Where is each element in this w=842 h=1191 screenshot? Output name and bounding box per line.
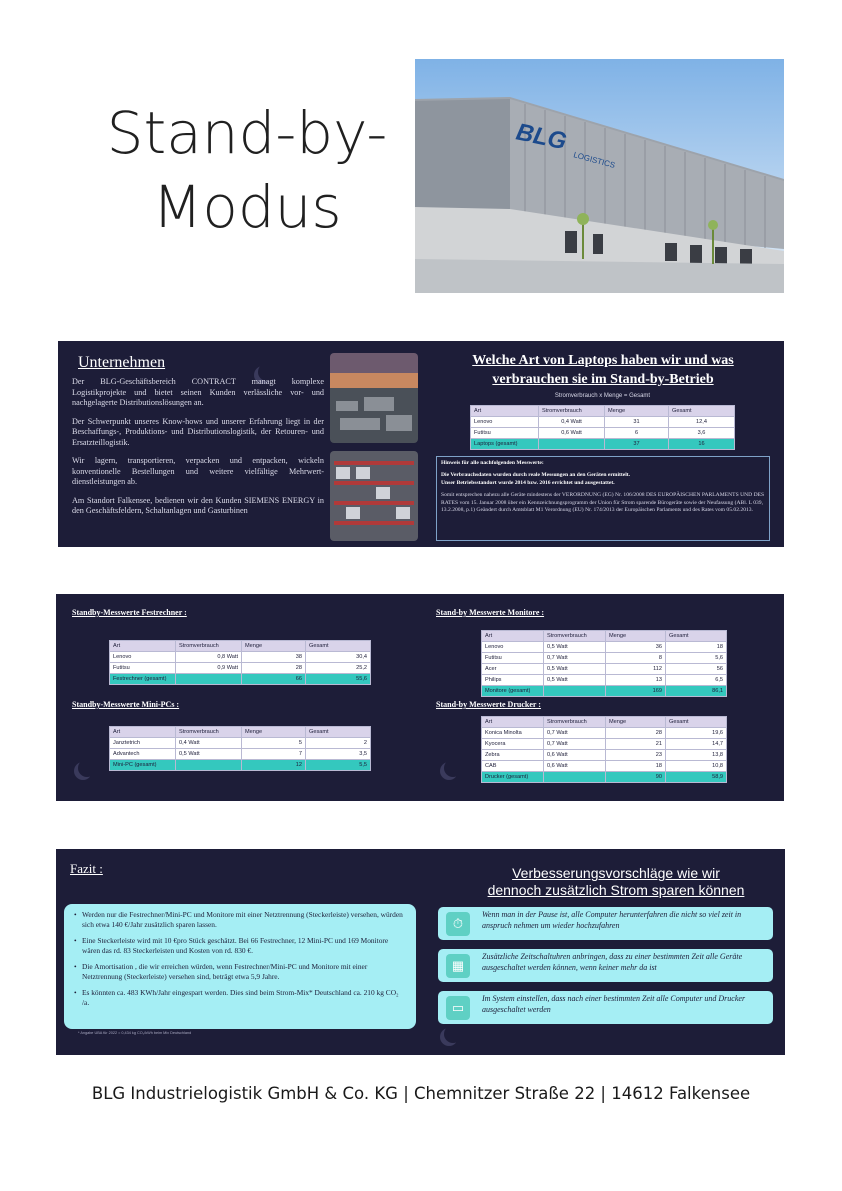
measurements-panel xyxy=(56,594,784,801)
laptops-heading-line-2: verbrauchen sie im Stand-by-Betrieb xyxy=(492,372,714,387)
table-row xyxy=(482,642,727,653)
cell-gesamt: 2 xyxy=(306,738,371,749)
warehouse-photo xyxy=(415,59,784,293)
cell-art: Advantech xyxy=(110,749,176,760)
cell-strom: 0,8 Watt xyxy=(176,652,242,663)
formula-text: Stromverbrauch x Menge = Gesamt xyxy=(554,393,651,399)
cell-strom: 0,4 Watt xyxy=(176,738,242,749)
verbesserung-heading xyxy=(466,865,766,899)
logistics-logo-text: LOGISTICS xyxy=(572,150,617,170)
cell-menge: 23 xyxy=(606,750,666,761)
cell-strom: 0,5 Watt xyxy=(176,749,242,760)
monitore-table xyxy=(481,630,727,697)
suggestion-item xyxy=(438,949,773,982)
hinweis-heading: Hinweis für alle nachfolgenden Messwerte: xyxy=(441,460,544,466)
cell-menge: 37 xyxy=(605,439,669,450)
cell-gesamt: 14,7 xyxy=(666,739,727,750)
drucker-table xyxy=(481,716,727,783)
cell-art: Konica Minolta xyxy=(482,728,544,739)
cell-art: Philips xyxy=(482,675,544,686)
monitore-heading: Stand-by Messwerte Monitore : xyxy=(436,608,545,617)
cell-gesamt: 86,1 xyxy=(666,686,727,697)
laptops-heading-line-1: Welche Art von Laptops haben wir und was xyxy=(472,353,734,368)
cell-menge: 21 xyxy=(606,739,666,750)
suggestion-item xyxy=(438,991,773,1024)
cell-gesamt: 25,2 xyxy=(306,663,371,674)
hinweis-box xyxy=(436,456,770,541)
company-panel xyxy=(58,341,784,547)
cell-gesamt: 5,5 xyxy=(306,760,371,771)
hinweis-measurement-text xyxy=(441,472,765,487)
laptops-heading xyxy=(438,351,768,389)
cell-menge: 66 xyxy=(242,674,306,685)
cell-strom: 0,5 Watt xyxy=(544,664,606,675)
festrechner-heading: Standby-Messwerte Festrechner : xyxy=(72,608,187,617)
minipcs-table xyxy=(109,726,371,771)
table-row xyxy=(110,652,371,663)
column-header: Menge xyxy=(242,727,306,738)
column-header: Gesamt xyxy=(306,727,371,738)
unternehmen-paragraph: Wir lagern, transportieren, verpacken und entpacken, wickeln konventionelle Bestellungen und weitere vielfältige Mehrwert-dienstleistungen ab. xyxy=(72,456,324,486)
cell-gesamt: 18 xyxy=(666,642,727,653)
cell-gesamt: 30,4 xyxy=(306,652,371,663)
column-header: Art xyxy=(471,406,539,417)
cell-menge: 13 xyxy=(606,675,666,686)
festrechner-table xyxy=(109,640,371,685)
drucker-heading: Stand-by Messwerte Drucker : xyxy=(436,700,541,709)
suggestion-text: Wenn man in der Pause ist, alle Computer herunterfahren die nicht so viel zeit in anspruch nehmen um wieder hochzufahren xyxy=(482,910,742,930)
cell-menge: 90 xyxy=(606,772,666,783)
cell-art: Futitsu xyxy=(110,663,176,674)
table-row xyxy=(471,417,735,428)
suggestion-item xyxy=(438,907,773,940)
unternehmen-paragraph: Der Schwerpunkt unseres Know-hows und unserer Erfahrung liegt in der Beschaffungs-, Produktions- und Distributionslogistik, der Retouren- und Ersatzteillogistik. xyxy=(72,416,324,447)
cell-art: Festrechner (gesamt) xyxy=(110,674,176,685)
moon-decoration-icon xyxy=(78,759,96,777)
suggestion-text: Zusätzliche Zeitschaltuhren anbringen, dass zu einer bestimmten Zeit alle Geräte ausgeschaltet werden können, wenn keiner mehr da ist xyxy=(482,952,743,972)
footnote: * Angabe UBA für 2022 = 0,434 kg CO₂/kWh beim Mix Deutschland xyxy=(78,1031,192,1035)
fazit-bullet: • Es könnten ca. 483 KWh/Jahr eingespart werden. Dies sind beim Strom-Mix* Deutschland ca. 210 kg CO₂ /a. xyxy=(74,988,406,1008)
cell-strom xyxy=(176,760,242,771)
table-row xyxy=(482,653,727,664)
total-row xyxy=(110,674,371,685)
cell-strom: 0,6 Watt xyxy=(539,428,605,439)
hinweis-regulation-text: Somit entsprechen nahezu alle Geräte mindestens der VERORDNUNG (EG) Nr. 106/2008 DES EUROPÄISCHEN PARLAMENTS UND DES RATES vom 15. Januar 2008 über ein Kennzeichnungsprogramm der Union für Strom sparende Bürogeräte sowie der Neufassung (ABl. L 039, 13.2.2008, p.1) Geändert durch Amtsblatt M1 Verordnung (EU) Nr. 174/2013 der Europäischen Parlaments und des Rates vom 05.02.2013. xyxy=(441,492,765,514)
cell-menge: 5 xyxy=(242,738,306,749)
unternehmen-heading: Unternehmen xyxy=(78,354,166,371)
company-address: BLG Industrielogistik GmbH & Co. KG | Chemnitzer Straße 22 | 14612 Falkensee xyxy=(91,1084,751,1103)
moon-decoration-icon xyxy=(444,1025,462,1043)
cell-menge: 8 xyxy=(606,653,666,664)
table-row xyxy=(471,428,735,439)
column-header: Menge xyxy=(606,631,666,642)
stopwatch-icon: ⏱ xyxy=(446,912,470,936)
column-header: Stromverbrauch xyxy=(539,406,605,417)
cell-menge: 169 xyxy=(606,686,666,697)
laptops-table xyxy=(470,405,735,450)
title-line-1: Stand-by- xyxy=(106,99,388,167)
table-row xyxy=(110,749,371,760)
moon-decoration-icon xyxy=(444,759,462,777)
suggestion-text: Im System einstellen, dass nach einer bestimmten Zeit alle Computer und Drucker ausgeschaltet werden xyxy=(482,994,746,1014)
cell-menge: 12 xyxy=(242,760,306,771)
fazit-heading: Fazit : xyxy=(70,861,103,876)
cell-menge: 38 xyxy=(242,652,306,663)
column-header: Menge xyxy=(606,717,666,728)
column-header: Art xyxy=(482,717,544,728)
cell-menge: 6 xyxy=(605,428,669,439)
table-row xyxy=(482,675,727,686)
column-header: Gesamt xyxy=(666,631,727,642)
cell-gesamt: 3,6 xyxy=(669,428,735,439)
fazit-box xyxy=(64,904,416,1029)
table-row xyxy=(482,664,727,675)
cell-strom: 0,6 Watt xyxy=(544,761,606,772)
cell-art: Monitore (gesamt) xyxy=(482,686,544,697)
cell-art: Futitsu xyxy=(482,653,544,664)
total-row xyxy=(482,772,727,783)
cell-strom xyxy=(539,439,605,450)
minipcs-heading: Standby-Messwerte Mini-PCs : xyxy=(72,700,180,709)
table-row xyxy=(110,663,371,674)
cell-menge: 36 xyxy=(606,642,666,653)
column-header: Gesamt xyxy=(306,641,371,652)
column-header: Art xyxy=(110,727,176,738)
column-header: Stromverbrauch xyxy=(544,717,606,728)
cell-art: Lenovo xyxy=(471,417,539,428)
cell-art: Lenovo xyxy=(482,642,544,653)
monitor-icon: ▭ xyxy=(446,996,470,1020)
cell-menge: 18 xyxy=(606,761,666,772)
verbesserung-heading-line-1: Verbesserungsvorschläge wie wir xyxy=(512,865,720,881)
cell-gesamt: 13,8 xyxy=(666,750,727,761)
unternehmen-text xyxy=(72,377,324,525)
cell-art: Mini-PC (gesamt) xyxy=(110,760,176,771)
fazit-bullet: • Werden nur die Festrechner/Mini-PC und Monitore mit einer Netztrennung (Steckerleiste) versehen, würden sich etwa 140 €/Jahr zusätzlich sparen lassen. xyxy=(74,910,406,930)
column-header: Menge xyxy=(242,641,306,652)
verbesserung-heading-line-2: dennoch zusätzlich Strom sparen können xyxy=(487,882,745,898)
cell-gesamt: 5,6 xyxy=(666,653,727,664)
column-header: Art xyxy=(110,641,176,652)
total-row xyxy=(482,686,727,697)
column-header: Stromverbrauch xyxy=(176,727,242,738)
cell-menge: 7 xyxy=(242,749,306,760)
column-header: Stromverbrauch xyxy=(544,631,606,642)
cell-menge: 28 xyxy=(606,728,666,739)
cell-gesamt: 56 xyxy=(666,664,727,675)
hinweis-line-2: Unser Betriebsstandort wurde 2014 bzw. 2016 errichtet und ausgestattet. xyxy=(441,479,615,486)
table-row xyxy=(110,738,371,749)
unternehmen-paragraph: Der BLG-Geschäftsbereich CONTRACT managt komplexe Logistikprojekte und bietet seinen Kunden verlässliche vor- und nachgelagerte Distributionslösungen an. xyxy=(72,377,324,407)
warehouse-interior-photo xyxy=(330,451,418,541)
column-header: Gesamt xyxy=(666,717,727,728)
harbor-photo xyxy=(330,353,418,443)
cell-art: Lenovo xyxy=(110,652,176,663)
cell-strom xyxy=(544,686,606,697)
title-line-2: Modus xyxy=(152,173,342,241)
cell-menge: 28 xyxy=(242,663,306,674)
cell-strom: 0,7 Watt xyxy=(544,728,606,739)
cell-strom: 0,9 Watt xyxy=(176,663,242,674)
cell-strom: 0,5 Watt xyxy=(544,675,606,686)
cell-art: Futitsu xyxy=(471,428,539,439)
cell-gesamt: 6,5 xyxy=(666,675,727,686)
column-header: Gesamt xyxy=(669,406,735,417)
cell-strom xyxy=(176,674,242,685)
cell-art: Zebra xyxy=(482,750,544,761)
fazit-bullet: • Die Amortisation , die wir erreichen würden, wenn Festrechner/Mini-PC und Monitore mit einer Netztrennung (Steckerleiste) versehen sind, beträgt etwa 5,9 Jahre. xyxy=(74,962,406,982)
cell-gesamt: 12,4 xyxy=(669,417,735,428)
cell-art: Laptops (gesamt) xyxy=(471,439,539,450)
fazit-bullet: • Eine Steckerleiste wird mit 10 €pro Stück geschätzt. Bei 66 Festrechner, 12 Mini-PC und 169 Monitore wären das rd. 83 Steckerleisten und Kosten von rd. 830 €. xyxy=(74,936,406,956)
table-row xyxy=(482,739,727,750)
cell-art: Janztetrich xyxy=(110,738,176,749)
chip-icon: ▦ xyxy=(446,954,470,978)
cell-strom: 0,5 Watt xyxy=(544,642,606,653)
cell-gesamt: 19,6 xyxy=(666,728,727,739)
column-header: Menge xyxy=(605,406,669,417)
cell-strom: 0,7 Watt xyxy=(544,739,606,750)
cell-art: Kyocera xyxy=(482,739,544,750)
cell-strom: 0,6 Watt xyxy=(544,750,606,761)
column-header: Art xyxy=(482,631,544,642)
blg-logo: BLG xyxy=(513,118,569,156)
total-row xyxy=(471,439,735,450)
cell-strom: 0,7 Watt xyxy=(544,653,606,664)
cell-strom xyxy=(544,772,606,783)
table-row xyxy=(482,761,727,772)
cell-art: CAB xyxy=(482,761,544,772)
cell-art: Drucker (gesamt) xyxy=(482,772,544,783)
cell-gesamt: 10,8 xyxy=(666,761,727,772)
conclusion-panel xyxy=(56,849,785,1055)
cell-gesamt: 16 xyxy=(669,439,735,450)
cell-gesamt: 55,6 xyxy=(306,674,371,685)
cell-menge: 31 xyxy=(605,417,669,428)
cell-menge: 112 xyxy=(606,664,666,675)
cell-strom: 0,4 Watt xyxy=(539,417,605,428)
page-title xyxy=(92,96,402,244)
table-row xyxy=(482,728,727,739)
hinweis-line-1: Die Verbrauchsdaten wurden durch reale Messungen an den Geräten ermittelt. xyxy=(441,472,631,479)
cell-gesamt: 58,9 xyxy=(666,772,727,783)
unternehmen-paragraph: Am Standort Falkensee, bedienen wir den Kunden SIEMENS ENERGY in den Geschäftsfeldern, Schaltanlagen und Gasturbinen xyxy=(72,495,324,515)
column-header: Stromverbrauch xyxy=(176,641,242,652)
cell-gesamt: 3,5 xyxy=(306,749,371,760)
table-row xyxy=(482,750,727,761)
total-row xyxy=(110,760,371,771)
cell-art: Acer xyxy=(482,664,544,675)
